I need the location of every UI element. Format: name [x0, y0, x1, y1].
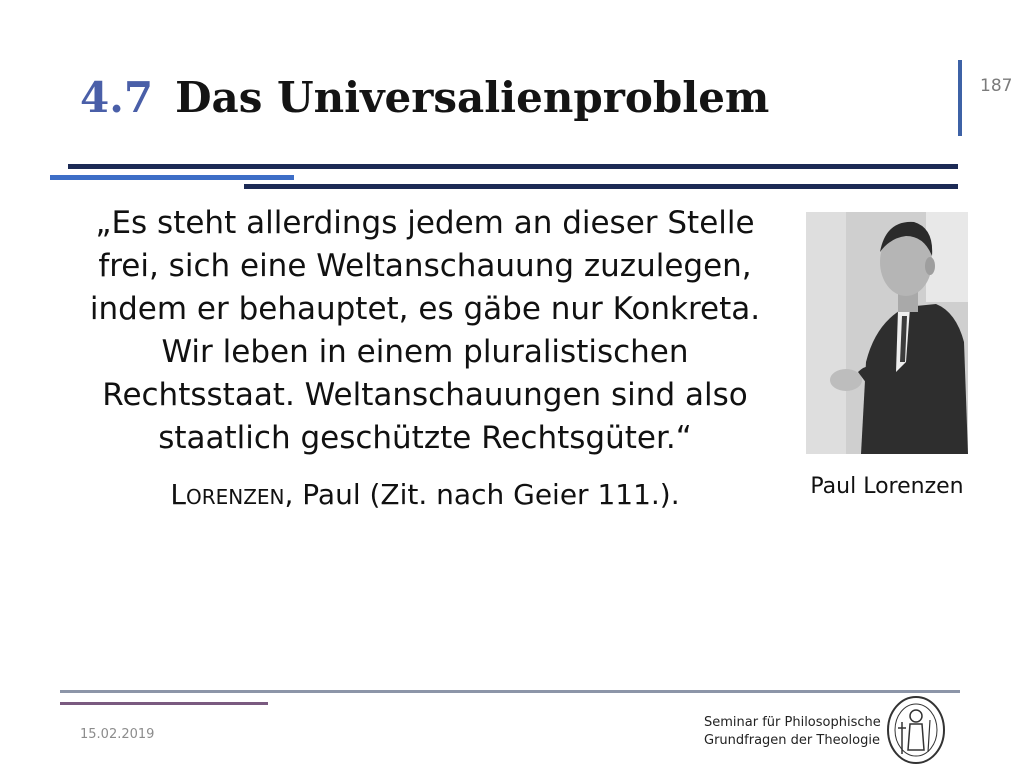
quote-source — [70, 476, 780, 514]
header-divider — [958, 60, 962, 136]
section-number: 4.7 — [80, 73, 154, 122]
seminar-line-1: Seminar für Philosophische — [704, 715, 881, 730]
title-text: Das Universalienproblem — [175, 73, 770, 122]
footer-rule — [60, 690, 960, 693]
slide-title — [80, 72, 769, 124]
source-author: Lorenzen — [170, 478, 285, 511]
page-number: 187 — [980, 76, 1013, 96]
title-rule-accent — [50, 175, 294, 180]
portrait-caption: Paul Lorenzen — [810, 474, 964, 499]
footer-seminar — [704, 714, 881, 750]
footer-date: 15.02.2019 — [80, 727, 155, 742]
footer-rule-accent — [60, 702, 268, 705]
university-seal-icon — [880, 694, 952, 766]
title-rule-top — [68, 164, 958, 169]
title-rule-bottom — [244, 184, 958, 189]
source-citation: , Paul (Zit. nach Geier 111.). — [284, 478, 680, 511]
seminar-line-2: Grundfragen der Theologie — [704, 733, 880, 748]
quote-text: „Es steht allerdings jedem an dieser Stelle frei, sich eine Weltanschauung zuzulegen, indem er behauptet, es gäbe nur Konkreta. Wir leben in einem pluralistischen Rechtsstaat. Weltanschauungen sind also staatlich geschützte Rechtsgüter.“ — [89, 205, 761, 456]
portrait-photo — [806, 212, 968, 454]
